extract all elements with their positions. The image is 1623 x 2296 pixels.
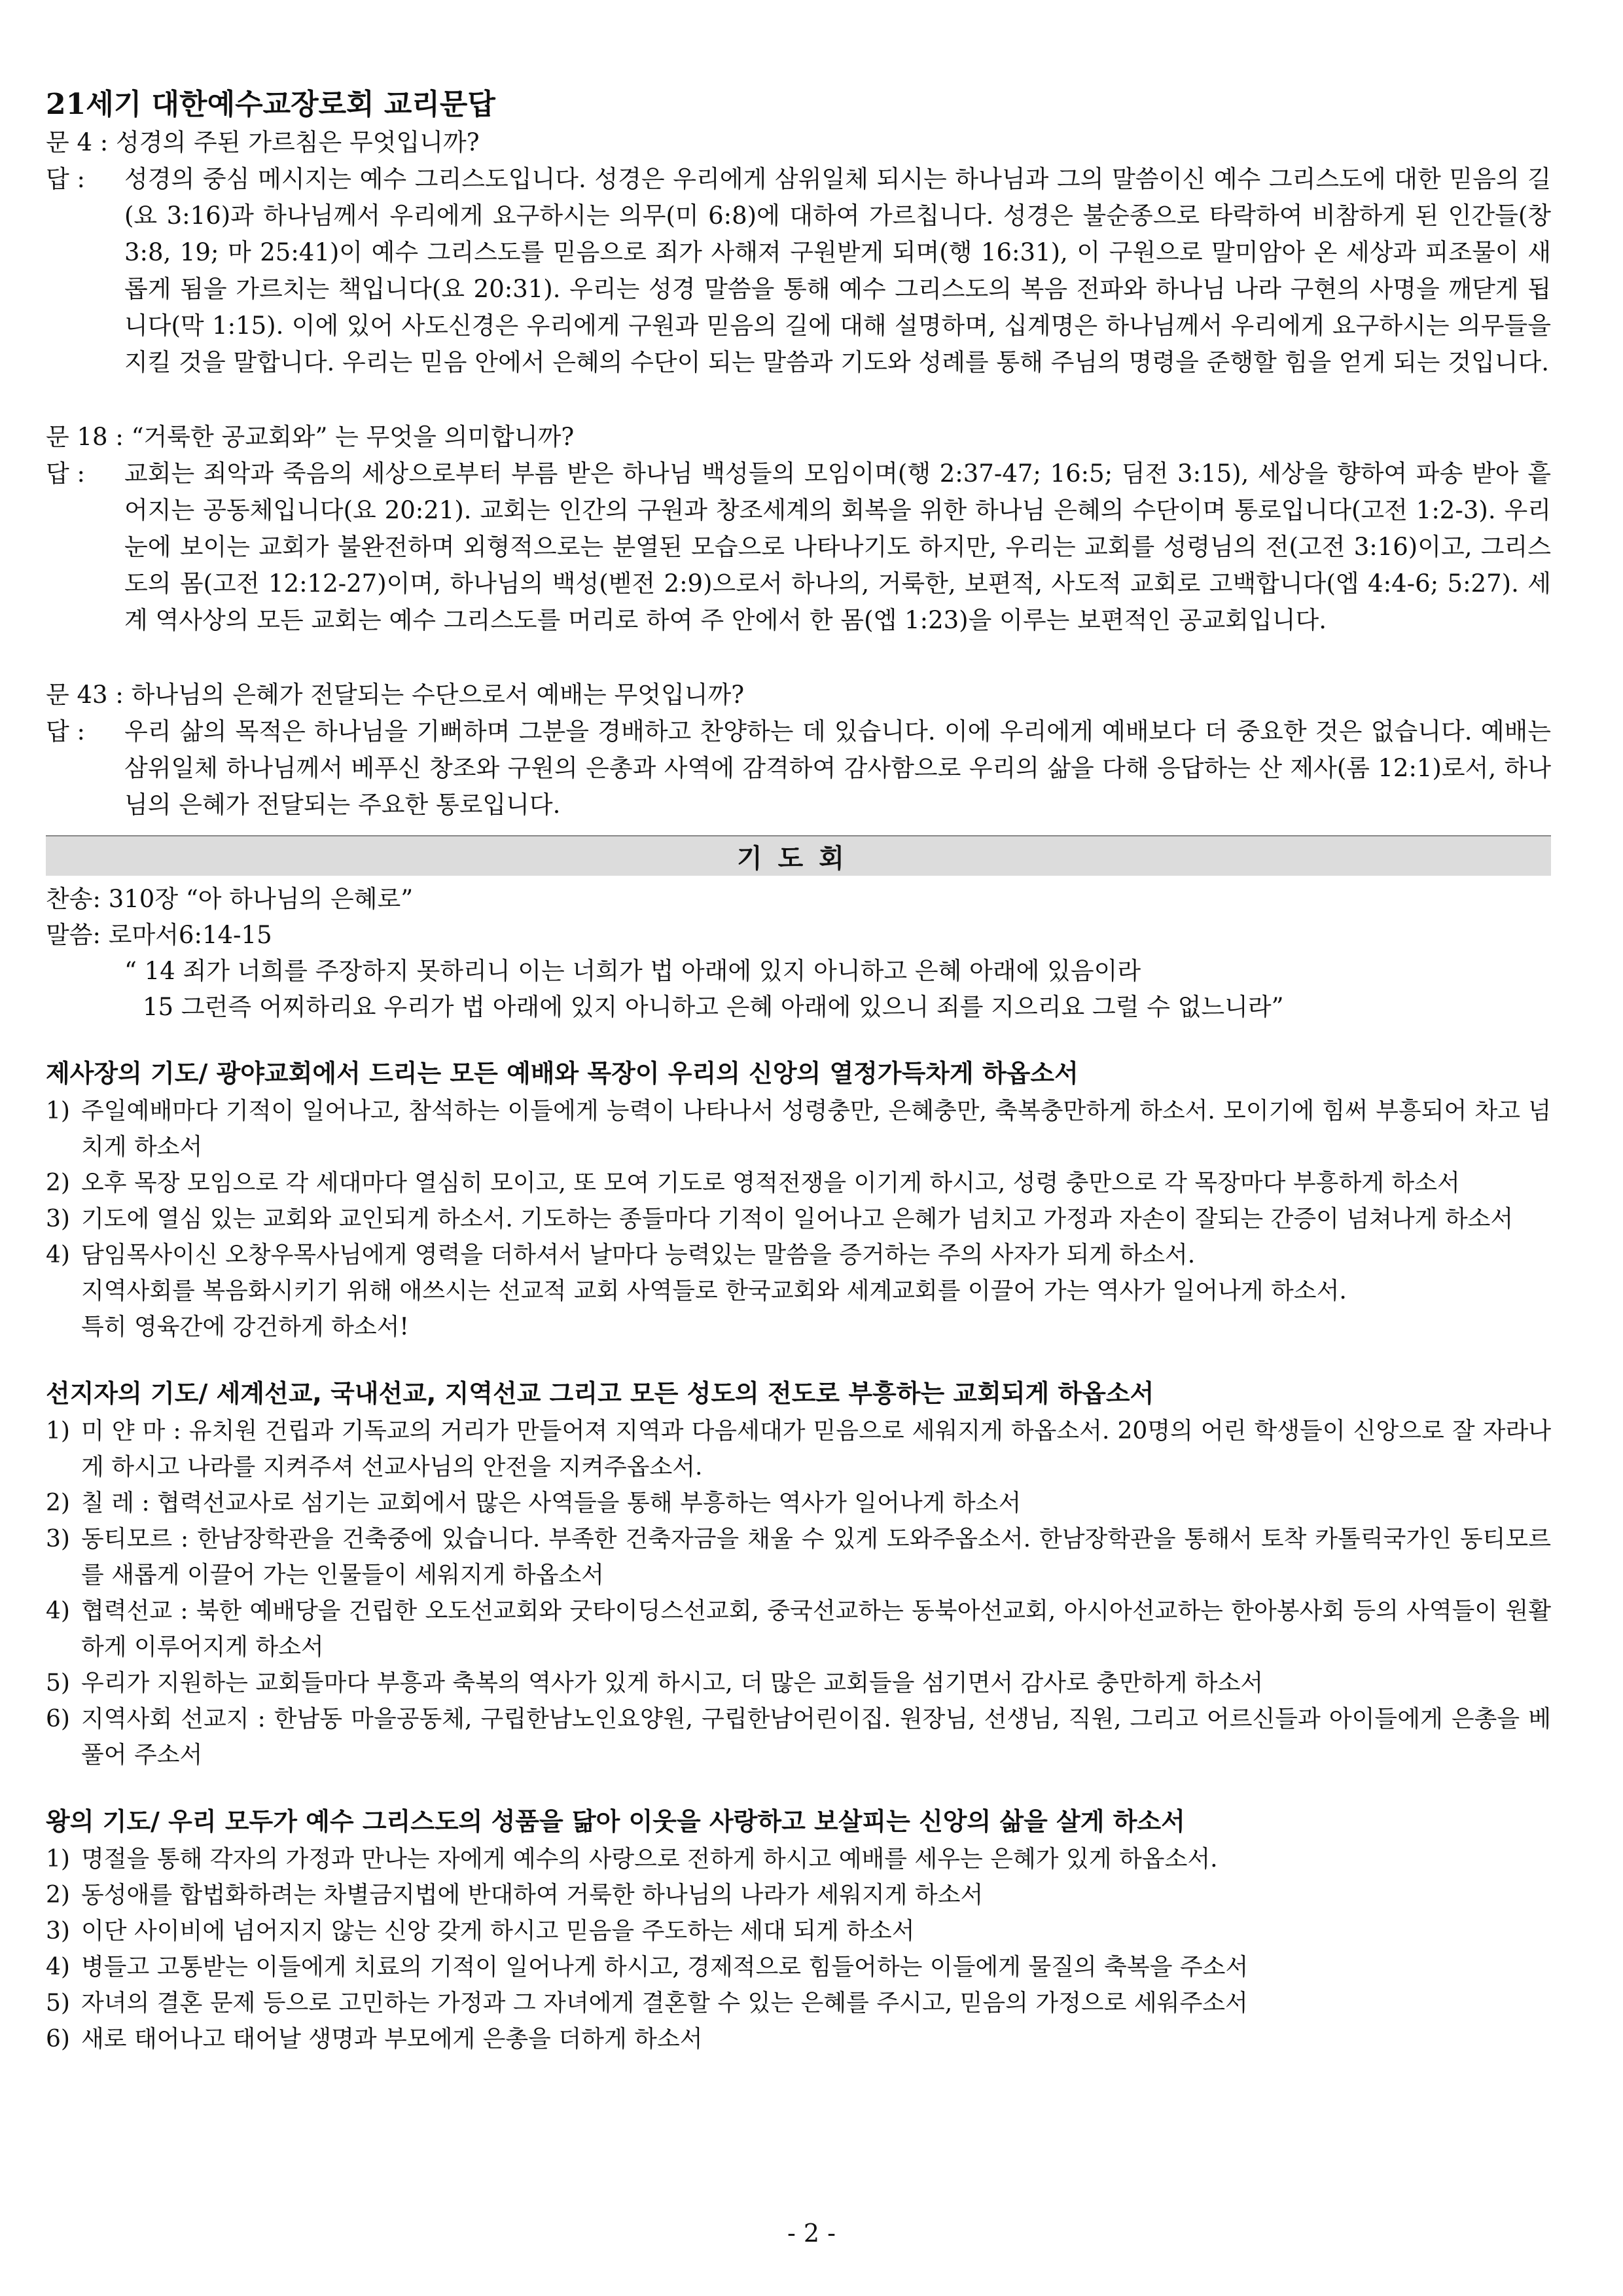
- prayer-meeting-banner: 기도회: [46, 835, 1551, 876]
- scripture-verse: 15 그런즉 어찌하리요 우리가 법 아래에 있지 아니하고 은혜 아래에 있으니 죄를 지으리요 그럴 수 없느니라”: [143, 993, 1284, 1021]
- item-number: 3): [46, 1918, 70, 1945]
- item-text: 이단 사이비에 넘어지지 않는 신앙 갖게 하시고 믿음을 주도하는 세대 되게 하소서: [81, 1918, 915, 1945]
- question-text: “거룩한 공교회와” 는 무엇을 의미합니까?: [131, 423, 575, 451]
- hymn-line: 찬송: 310장 “아 하나님의 은혜로”: [46, 885, 414, 913]
- item-number: 2): [46, 1882, 70, 1909]
- item-text: 동성애를 합법화하려는 차별금지법에 반대하여 거룩한 하나님의 나라가 세워지게 하소서: [81, 1882, 984, 1909]
- answer-label: 답 :: [46, 717, 85, 745]
- document-title: 21세기 대한예수교장로회 교리문답: [46, 88, 495, 121]
- item-number: 4): [46, 1242, 70, 1268]
- prayer-item: [46, 1237, 1551, 1273]
- item-text: 미 얀 마 : 유치원 건립과 기독교의 거리가 만들어져 지역과 다음세대가 믿음으로 세워지게 하옵소서. 20명의 어린 학생들이 신앙으로 잘 자라나게 하시고 나라를 지켜주셔 선교사님의 안전을 지켜주옵소서.: [81, 1418, 1551, 1480]
- prayer-item: [46, 1701, 1551, 1773]
- page-number: - 2 -: [787, 2219, 836, 2248]
- prayer-item: [46, 1913, 1551, 1949]
- prayer-item: [46, 1841, 1551, 1877]
- item-number: 2): [46, 1490, 70, 1516]
- answer-label: 답 :: [46, 165, 85, 193]
- scripture-verse: “ 14 죄가 너희를 주장하지 못하리니 이는 너희가 법 아래에 있지 아니하고 은혜 아래에 있음이라: [124, 957, 1141, 985]
- answer-text: 교회는 죄악과 죽음의 세상으로부터 부름 받은 하나님 백성들의 모임이며(행 2:37-47; 16:5; 딤전 3:15), 세상을 향하여 파송 받아 흩어지는 공동체입니다(요 20:21). 교회는 인간의 구원과 창조세계의 회복을 위한 하나님 은혜의 수단이며 통로입니다(고전 1:2-3). 우리 눈에 보이는 교회가 불완전하며 외형적으로는 분열된 모습으로 나타나기도 하지만, 우리는 교회를 성령님의 전(고전 3:16)이고, 그리스도의 몸(고전 12:12-27)이며, 하나님의 백성(벧전 2:9)으로서 하나의, 거룩한, 보편적, 사도적 교회로 고백합니다(엡 4:4-6; 5:27). 세계 역사상의 모든 교회는 예수 그리스도를 머리로 하여 주 안에서 한 몸(엡 1:23)을 이루는 보편적인 공교회입니다.: [124, 459, 1551, 634]
- prayer-item: [46, 1165, 1551, 1201]
- question-number: 문 18 :: [46, 423, 132, 451]
- item-text: 병들고 고통받는 이들에게 치료의 기적이 일어나게 하시고, 경제적으로 힘들어하는 이들에게 물질의 축복을 주소서: [81, 1954, 1249, 1981]
- prayer-item: [46, 1985, 1551, 2021]
- item-continuation: 지역사회를 복음화시키기 위해 애쓰시는 선교적 교회 사역들로 한국교회와 세계교회를 이끌어 가는 역사가 일어나게 하소서.: [81, 1278, 1347, 1304]
- question-number: 문 4 :: [46, 128, 116, 156]
- answer: [46, 713, 1551, 823]
- question-number: 문 43 :: [46, 681, 132, 709]
- prayer-section-heading: 선지자의 기도/ 세계선교, 국내선교, 지역선교 그리고 모든 성도의 전도로 부흥하는 교회되게 하옵소서: [46, 1379, 1154, 1408]
- prayer-item: [46, 1877, 1551, 1913]
- item-number: 4): [46, 1598, 70, 1624]
- answer-label: 답 :: [46, 459, 85, 488]
- item-text: 새로 태어나고 태어날 생명과 부모에게 은총을 더하게 하소서: [81, 2026, 703, 2053]
- item-number: 2): [46, 1170, 70, 1196]
- item-number: 1): [46, 1098, 70, 1124]
- item-text: 동티모르 : 한남장학관을 건축중에 있습니다. 부족한 건축자금을 채울 수 있게 도와주옵소서. 한남장학관을 통해서 토착 카톨릭국가인 동티모르를 새롭게 이끌어 가는 인물들이 세워지게 하옵소서: [81, 1526, 1551, 1588]
- item-continuation: 특히 영육간에 강건하게 하소서!: [81, 1314, 409, 1340]
- prayer-section-heading: 왕의 기도/ 우리 모두가 예수 그리스도의 성품을 닮아 이웃을 사랑하고 보살피는 신앙의 삶을 살게 하소서: [46, 1807, 1185, 1836]
- item-number: 1): [46, 1846, 70, 1873]
- qa-block: [46, 124, 1551, 381]
- item-text: 칠 레 : 협력선교사로 섬기는 교회에서 많은 사역들을 통해 부흥하는 역사가 일어나게 하소서: [81, 1490, 1022, 1516]
- item-number: 6): [46, 1706, 70, 1732]
- item-number: 3): [46, 1206, 70, 1232]
- item-number: 3): [46, 1526, 70, 1552]
- item-text: 지역사회 선교지 : 한남동 마을공동체, 구립한남노인요양원, 구립한남어린이집. 원장님, 선생님, 직원, 그리고 어르신들과 아이들에게 은총을 베풀어 주소서: [81, 1706, 1551, 1768]
- answer-text: 성경의 중심 메시지는 예수 그리스도입니다. 성경은 우리에게 삼위일체 되시는 하나님과 그의 말씀이신 예수 그리스도에 대한 믿음의 길(요 3:16)과 하나님께서 우리에게 요구하시는 의무(미 6:8)에 대하여 가르칩니다. 성경은 불순종으로 타락하여 비참하게 된 인간들(창 3:8, 19; 마 25:41)이 예수 그리스도를 믿음으로 죄가 사해져 구원받게 되며(행 16:31), 이 구원으로 말미암아 온 세상과 피조물이 새롭게 됨을 가르치는 책입니다(요 20:31). 우리는 성경 말씀을 통해 예수 그리스도의 복음 전파와 하나님 나라 구현의 사명을 깨닫게 됩니다(막 1:15). 이에 있어 사도신경은 우리에게 구원과 믿음의 길에 대해 설명하며, 십계명은 하나님께서 우리에게 요구하시는 의무들을 지킬 것을 말합니다. 우리는 믿음 안에서 은혜의 수단이 되는 말씀과 기도와 성례를 통해 주님의 명령을 준행할 힘을 얻게 되는 것입니다.: [124, 165, 1551, 376]
- answer: [46, 456, 1551, 639]
- item-text: 명절을 통해 각자의 가정과 만나는 자에게 예수의 사랑으로 전하게 하시고 예배를 세우는 은혜가 있게 하옵소서.: [81, 1846, 1218, 1873]
- prayer-item: [46, 1093, 1551, 1165]
- prayer-item: [46, 1413, 1551, 1485]
- qa-block: [46, 677, 1551, 823]
- item-number: 6): [46, 2026, 70, 2053]
- prayer-item: [46, 1665, 1551, 1701]
- item-text: 협력선교 : 북한 예배당을 건립한 오도선교회와 굿타이딩스선교회, 중국선교하는 동북아선교회, 아시아선교하는 한아봉사회 등의 사역들이 원활하게 이루어지게 하소서: [81, 1598, 1551, 1660]
- prayer-item: [46, 1593, 1551, 1665]
- prayer-item: [46, 1201, 1551, 1237]
- prayer-item: [46, 1521, 1551, 1593]
- prayer-section-heading: 제사장의 기도/ 광야교회에서 드리는 모든 예배와 목장이 우리의 신앙의 열정가득차게 하옵소서: [46, 1059, 1079, 1088]
- item-text: 주일예배마다 기적이 일어나고, 참석하는 이들에게 능력이 나타나서 성령충만, 은혜충만, 축복충만하게 하소서. 모이기에 힘써 부흥되어 차고 넘치게 하소서: [81, 1098, 1551, 1160]
- item-number: 4): [46, 1954, 70, 1981]
- prayer-item: [46, 1949, 1551, 1985]
- question-text: 성경의 주된 가르침은 무엇입니까?: [116, 128, 480, 156]
- item-number: 5): [46, 1670, 70, 1696]
- answer-text: 우리 삶의 목적은 하나님을 기뻐하며 그분을 경배하고 찬양하는 데 있습니다. 이에 우리에게 예배보다 더 중요한 것은 없습니다. 예배는 삼위일체 하나님께서 베푸신 창조와 구원의 은총과 사역에 감격하여 감사함으로 우리의 삶을 다해 응답하는 산 제사(롬 12:1)로서, 하나님의 은혜가 전달되는 주요한 통로입니다.: [124, 717, 1551, 819]
- item-text: 기도에 열심 있는 교회와 교인되게 하소서. 기도하는 종들마다 기적이 일어나고 은혜가 넘치고 가정과 자손이 잘되는 간증이 넘쳐나게 하소서: [81, 1206, 1514, 1232]
- prayer-item: [46, 2021, 1551, 2057]
- item-number: 1): [46, 1418, 70, 1444]
- item-text: 오후 목장 모임으로 각 세대마다 열심히 모이고, 또 모여 기도로 영적전쟁을 이기게 하시고, 성령 충만으로 각 목장마다 부흥하게 하소서: [81, 1170, 1460, 1196]
- item-text: 자녀의 결혼 문제 등으로 고민하는 가정과 그 자녀에게 결혼할 수 있는 은혜를 주시고, 믿음의 가정으로 세워주소서: [81, 1990, 1248, 2017]
- question: [46, 677, 1551, 713]
- item-text: 우리가 지원하는 교회들마다 부흥과 축복의 역사가 있게 하시고, 더 많은 교회들을 섬기면서 감사로 충만하게 하소서: [81, 1670, 1264, 1696]
- document-page: [46, 85, 1551, 2057]
- scripture-line: 말씀: 로마서6:14-15: [46, 921, 272, 949]
- answer: [46, 161, 1551, 381]
- item-text: 담임목사이신 오창우목사님에게 영력을 더하셔서 날마다 능력있는 말씀을 증거하는 주의 사자가 되게 하소서.: [81, 1242, 1196, 1268]
- prayer-item: [46, 1485, 1551, 1521]
- item-number: 5): [46, 1990, 70, 2017]
- qa-block: [46, 419, 1551, 639]
- question-text: 하나님의 은혜가 전달되는 수단으로서 예배는 무엇입니까?: [131, 681, 745, 709]
- question: [46, 124, 1551, 161]
- question: [46, 419, 1551, 456]
